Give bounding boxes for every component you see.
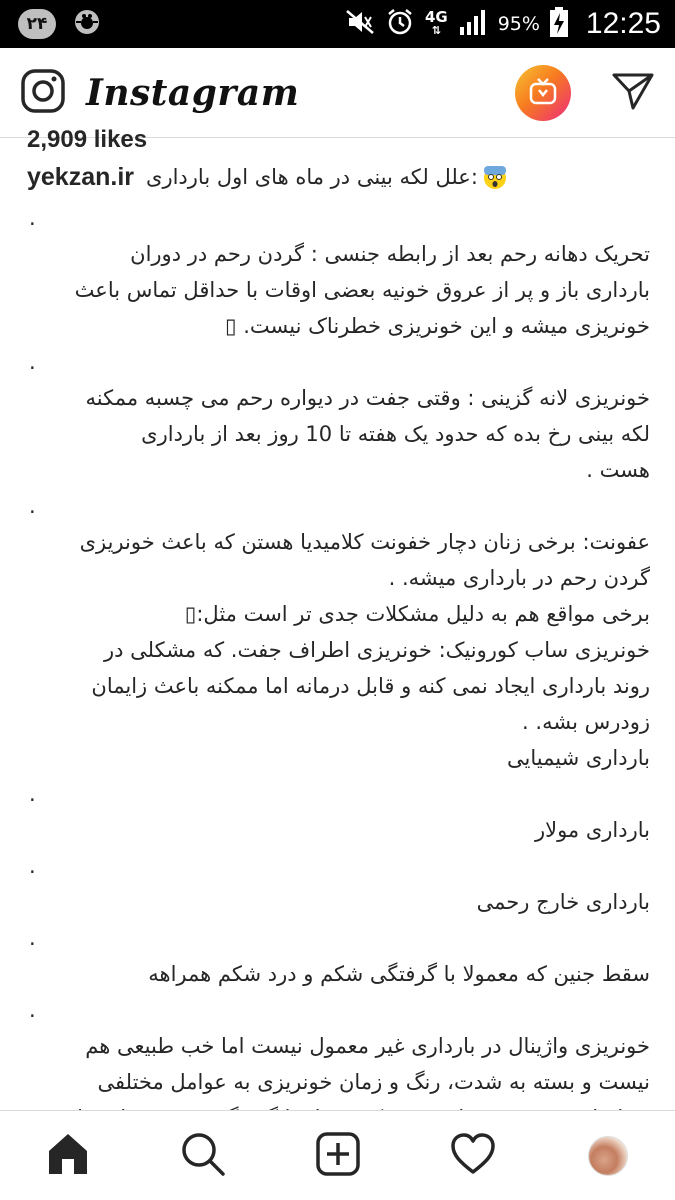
caption-line: خونریزی میشه و این خونریزی خطرناک نیست. ▯ [225, 314, 650, 338]
caption-header [27, 160, 657, 194]
caption-line: سقط جنین که معمولا با گرفتگی شکم و درد شکم همراهه [148, 962, 650, 986]
caption-line: نیست و بسته به شدت، رنگ و زمان خونریزی به عوامل مختلفی [97, 1070, 650, 1094]
data-arrows-icon: ⇅ [431, 24, 441, 37]
caption-separator-dot: . [29, 206, 36, 230]
direct-message-icon[interactable] [611, 71, 655, 115]
caption-title: :علل لکه بینی در ماه های اول بارداری [146, 165, 478, 189]
battery-percent: 95% [497, 13, 540, 35]
post-content [0, 126, 675, 1110]
nav-new-post-button[interactable] [308, 1126, 368, 1186]
bottom-navigation [0, 1110, 675, 1200]
status-bar [0, 0, 675, 48]
nav-activity-button[interactable] [443, 1126, 503, 1186]
caption-line: روند بارداری ایجاد نمی کنه و قابل درمانه اما ممکنه باعث زایمان [91, 674, 650, 698]
caption-line: تحریک دهانه رحم بعد از رابطه جنسی : گردن رحم در دوران [130, 242, 650, 266]
instagram-logo: Instagram [86, 71, 300, 114]
igtv-icon [528, 76, 558, 110]
nav-profile-button[interactable] [578, 1126, 638, 1186]
alarm-icon [385, 7, 415, 42]
signal-icon [458, 9, 488, 40]
search-icon [180, 1131, 226, 1181]
caption-line: لکه بینی رخ بده که حدود یک هفته تا 10 روز بعد از بارداری [141, 422, 650, 446]
post-username[interactable]: yekzan.ir [27, 162, 135, 191]
caption-separator-dot: . [29, 926, 36, 950]
mute-icon [345, 9, 375, 40]
caption-separator-dot: . [29, 350, 36, 374]
shocked-face-emoji-icon [482, 164, 508, 190]
caption-line: عفونت: برخی زنان دچار خفونت کلامیدیا هستن که باعث خونریزی [79, 530, 650, 554]
caption-separator-dot: . [29, 854, 36, 878]
bug-icon [72, 7, 102, 41]
caption-line: خونریزی ساب کورونیک: خونریزی اطراف جفت. که مشکلی در [103, 638, 650, 662]
camera-icon[interactable] [20, 68, 66, 118]
network-type: 4G [424, 8, 448, 26]
app-header [0, 48, 675, 138]
caption-line: زودرس بشه. . [522, 710, 650, 734]
caption-line: برخی مواقع هم به دلیل مشکلات جدی تر است مثل:▯ [184, 602, 650, 626]
caption-line: خونریزی واژینال در بارداری غیر معمول نیست اما خب طبیعی هم [85, 1034, 650, 1058]
caption-body [27, 200, 650, 1172]
caption-line: خونریزی لانه گزینی : وقتی جفت در دیواره رحم می چسبه ممکنه [85, 386, 650, 410]
status-bar-right [345, 7, 661, 42]
clock: 12:25 [585, 7, 661, 40]
nav-home-button[interactable] [38, 1126, 98, 1186]
nav-search-button[interactable] [173, 1126, 233, 1186]
caption-line: گردن رحم در بارداری میشه. . [388, 566, 650, 590]
likes-count[interactable]: 2,909 likes [27, 126, 148, 153]
notification-count-badge: ۲۴ [18, 9, 56, 39]
network-indicator [425, 10, 448, 38]
heart-icon [450, 1132, 496, 1180]
plus-square-icon [315, 1131, 361, 1181]
caption-line: بارداری باز و پر از عروق خونیه بعضی اوقات با حداقل تماس باعث [74, 278, 650, 302]
caption-separator-dot: . [29, 494, 36, 518]
profile-avatar [588, 1136, 628, 1176]
battery-charging-icon [550, 7, 568, 42]
header-actions [515, 65, 655, 121]
caption-separator-dot: . [29, 998, 36, 1022]
caption-line: بارداری شیمیایی [507, 746, 650, 770]
caption-line: بارداری خارج رحمی [476, 890, 650, 914]
caption-line: بارداری مولار [534, 818, 650, 842]
status-bar-left [18, 7, 102, 41]
igtv-button[interactable] [515, 65, 571, 121]
caption-separator-dot: . [29, 782, 36, 806]
caption-line: هست . [586, 458, 650, 482]
home-icon [45, 1131, 91, 1181]
